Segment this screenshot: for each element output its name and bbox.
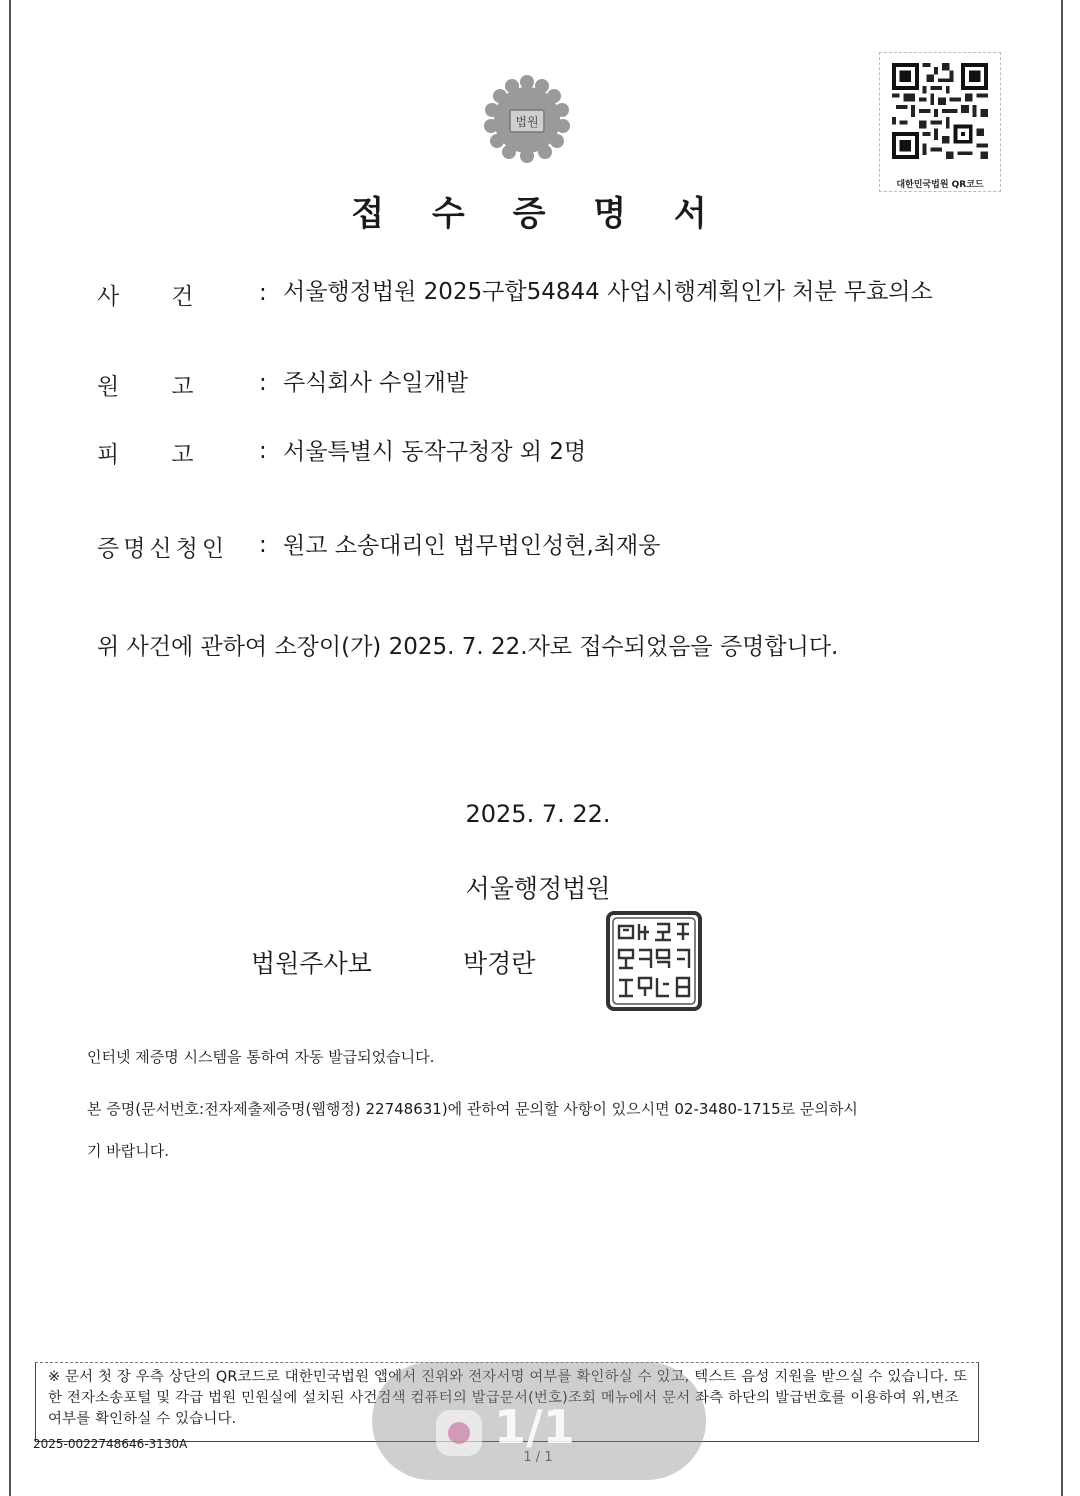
note-auto-issued: 인터넷 제증명 시스템을 통하여 자동 발급되었습니다. [87, 1048, 435, 1066]
note-inquiry-line1: 본 증명(문서번호:전자제출제증명(웹행정) 22748631)에 관하여 문의할 사항이 있으시면 02-3480-1715로 문의하시 [87, 1100, 858, 1118]
viewer-app-icon [434, 1408, 484, 1458]
field-label-defendant: 피고 [97, 442, 246, 468]
field-colon: : [259, 532, 267, 558]
official-seal-icon [605, 910, 703, 1012]
field-value-plaintiff: 주식회사 수일개발 [283, 370, 469, 396]
footer-notice-text: ※ 문서 첫 장 우측 상단의 QR코드로 대한민국법원 앱에서 진위와 전자서명 여부를 확인하실 수 있고, 텍스트 음성 지원을 받으실 수 있습니다. 또한 전자소송포털 및 각급 법원 민원실에 설치된 사건검색 컴퓨터의 발급문서(번호)조회 메뉴에서 문서 좌측 하단의 발급번호를 이용하여 위,변조 여부를 확인하실 수 있습니다. [48, 1369, 968, 1427]
court-emblem-icon [479, 72, 575, 168]
qr-code-label: 대한민국법원 QR코드 [896, 180, 984, 190]
document-page [9, 0, 1063, 1496]
field-value-applicant: 원고 소송대리인 법무법인성현,최재웅 [283, 533, 661, 559]
field-label-plaintiff: 원고 [97, 374, 246, 400]
certification-statement: 위 사건에 관하여 소장이(가) 2025. 7. 22.자로 접수되었음을 증명합니다. [97, 634, 839, 660]
field-label-applicant: 증명신청인 [97, 536, 229, 562]
svg-text:법원: 법원 [515, 115, 539, 129]
qr-code-block [879, 52, 1001, 192]
qr-code-icon [892, 63, 988, 159]
court-name: 서울행정법원 [465, 874, 611, 903]
document-title: 접 수 증 명 서 [351, 194, 725, 234]
viewer-page-overlay[interactable] [372, 1362, 706, 1480]
field-colon: : [259, 438, 267, 464]
officer-position: 법원주사보 [251, 949, 372, 978]
field-value-defendant: 서울특별시 동작구청장 외 2명 [283, 439, 587, 465]
note-inquiry-line2: 기 바랍니다. [87, 1142, 169, 1160]
page-indicator: 1 / 1 [523, 1450, 553, 1465]
officer-name: 박경란 [463, 949, 536, 978]
field-value-case: 서울행정법원 2025구합54844 사업시행계획인가 처분 무효의소 [283, 279, 933, 305]
issue-date: 2025. 7. 22. [465, 800, 611, 828]
field-colon: : [259, 370, 267, 396]
field-colon: : [259, 280, 267, 306]
viewer-page-counter: 1/1 [494, 1400, 575, 1454]
issue-number: 2025-0022748646-3130A [33, 1437, 188, 1451]
field-label-case: 사건 [97, 284, 246, 310]
